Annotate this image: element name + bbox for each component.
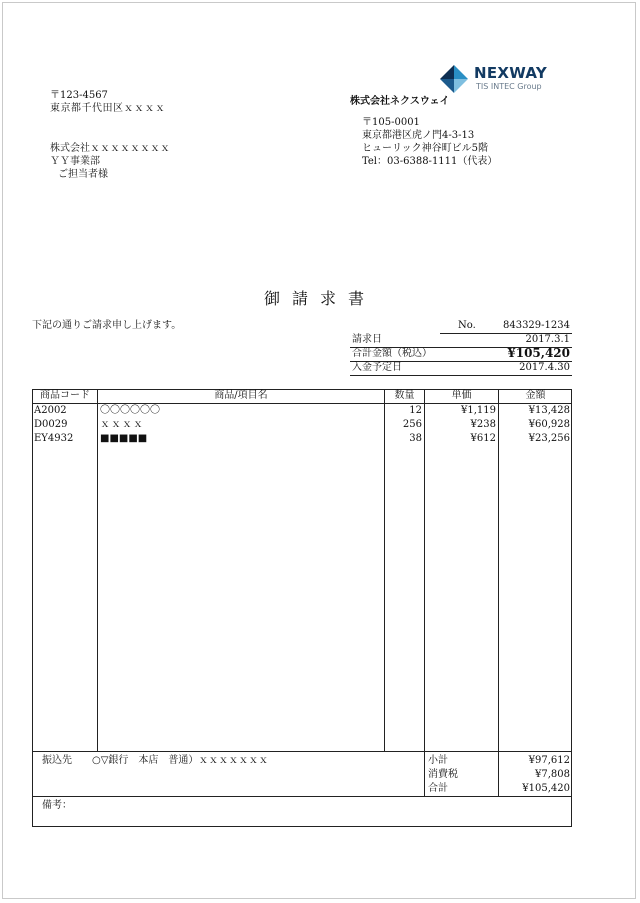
footer-divider: [32, 751, 572, 752]
issuer-address-line1: 東京都港区虎ノ門4-3-13: [362, 130, 475, 141]
intro-text: 下記の通りご請求申し上げます。: [32, 320, 182, 331]
bank-info: ○▽銀行 本店 普通）ｘｘｘｘｘｘｘ: [92, 755, 269, 766]
logo-name: NEXWAY: [474, 64, 548, 82]
invoice-date-label: 請求日: [352, 334, 382, 345]
total-label: 合計: [428, 783, 448, 794]
row1-name: 〇〇〇〇〇〇: [100, 405, 160, 416]
summary-divider: [350, 375, 572, 376]
row3-name: ■■■■■: [100, 433, 148, 444]
row2-amount: ¥60,928: [528, 419, 570, 430]
nexway-logo-icon: [440, 65, 468, 93]
due-date-value: 2017.4.30: [519, 362, 570, 373]
issuer-postal-code: 〒105-0001: [362, 117, 420, 128]
due-date-label: 入金予定日: [352, 362, 402, 373]
row3-amount: ¥23,256: [528, 433, 570, 444]
header-quantity: 数量: [394, 390, 415, 401]
total-amount-label: 合計金額（税込）: [352, 348, 432, 359]
header-unit-price: 単価: [451, 390, 472, 401]
recipient-address: 東京都千代田区ｘｘｘｘ: [50, 103, 166, 114]
row2-code: D0029: [34, 419, 68, 430]
issuer-address-line2: ヒューリック神谷町ビル5階: [362, 143, 488, 154]
recipient-division: ＹＹ事業部: [50, 156, 100, 167]
row1-amount: ¥13,428: [528, 405, 570, 416]
remarks-label: 備考：: [42, 800, 72, 811]
row2-qty: 256: [402, 419, 422, 430]
row3-unit-price: ¥612: [470, 433, 496, 444]
column-divider: [384, 389, 385, 751]
header-item-name: 商品/項目名: [214, 390, 268, 401]
issuer-company: 株式会社ネクスウェイ: [350, 96, 450, 107]
row1-unit-price: ¥1,119: [461, 405, 496, 416]
column-divider: [498, 389, 499, 797]
tax-label: 消費税: [428, 769, 458, 780]
total-amount-value: ¥105,420: [507, 346, 570, 360]
subtotal-label: 小計: [428, 755, 448, 766]
column-divider: [424, 389, 425, 797]
subtotal-value: ¥97,612: [528, 755, 570, 766]
recipient-company: 株式会社ｘｘｘｘｘｘｘｘ: [50, 143, 170, 154]
invoice-no-label: No.: [458, 320, 476, 331]
total-value: ¥105,420: [522, 783, 570, 794]
header-product-code: 商品コード: [40, 390, 90, 401]
issuer-tel: Tel：03-6388-1111（代表）: [362, 156, 498, 167]
header-amount: 金額: [525, 390, 546, 401]
recipient-postal-code: 〒123-4567: [50, 90, 108, 101]
invoice-no-value: 843329-1234: [502, 320, 570, 331]
remarks-divider: [32, 796, 572, 797]
row3-qty: 38: [409, 433, 422, 444]
logo-subtitle: TIS INTEC Group: [476, 82, 542, 91]
invoice-date-value: 2017.3.1: [525, 334, 570, 345]
row2-unit-price: ¥238: [470, 419, 496, 430]
tax-value: ¥7,808: [535, 769, 570, 780]
row1-code: A2002: [34, 405, 67, 416]
header-divider: [32, 403, 572, 404]
recipient-attention: ご担当者様: [58, 169, 108, 180]
row1-qty: 12: [409, 405, 422, 416]
row2-name: ｘｘｘｘ: [100, 419, 144, 430]
bank-label: 振込先: [42, 755, 72, 766]
row3-code: EY4932: [34, 433, 74, 444]
document-title: 御請求書: [263, 289, 376, 308]
column-divider: [97, 389, 98, 751]
